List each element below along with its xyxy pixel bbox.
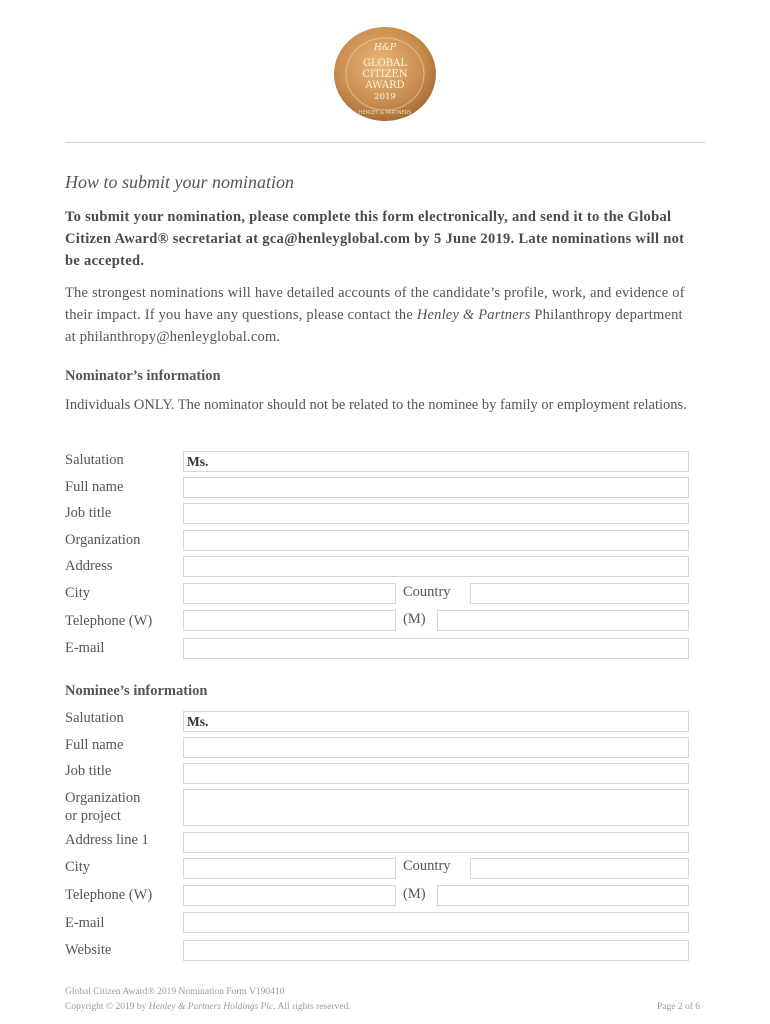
nominator-fullname-label: Full name xyxy=(65,479,124,495)
medal-line3: AWARD xyxy=(365,80,405,91)
nominator-organization-label: Organization xyxy=(65,532,141,548)
footer-copyright-suffix: . All rights reserved. xyxy=(273,1002,351,1012)
nominee-email-field[interactable] xyxy=(183,912,689,933)
nominee-organization-field[interactable] xyxy=(183,789,689,826)
nominator-mobile-field[interactable] xyxy=(437,610,689,631)
nominee-telephone-label: Telephone (W) xyxy=(65,887,153,903)
nominee-country-label: Country xyxy=(403,858,451,874)
nominator-email-label: E-mail xyxy=(65,640,105,656)
nominee-address-label: Address line 1 xyxy=(65,832,149,848)
nominee-salutation-value: Ms. xyxy=(187,714,209,729)
nominee-website-label: Website xyxy=(65,942,112,958)
nominator-telephone-label: Telephone (W) xyxy=(65,613,153,629)
nominator-salutation-label: Salutation xyxy=(65,452,124,468)
nominee-telephone-field[interactable] xyxy=(183,885,396,906)
nominator-organization-field[interactable] xyxy=(183,530,689,551)
medal-line2: CITIZEN xyxy=(362,69,408,80)
nominee-address-field[interactable] xyxy=(183,832,689,853)
nominator-email-field[interactable] xyxy=(183,638,689,659)
footer-copyright-company: Henley & Partners Holdings Plc xyxy=(148,1002,274,1012)
nominator-country-field[interactable] xyxy=(470,583,689,604)
nominator-section-title: Nominator’s information xyxy=(65,368,221,384)
submission-instructions: To submit your nomination, please complete this form electronically, and send it to the Global Citizen Award® secretariat at gca@henleyglobal.com by 5 June 2019. Late nominations will not be accepted. xyxy=(65,209,685,269)
nominee-fullname-label: Full name xyxy=(65,737,124,753)
divider-line xyxy=(65,142,705,143)
nominator-mobile-label: (M) xyxy=(403,611,426,627)
nomination-guidance xyxy=(65,282,695,348)
nominator-country-label: Country xyxy=(403,584,451,600)
nominator-jobtitle-field[interactable] xyxy=(183,503,689,524)
nominee-website-field[interactable] xyxy=(183,940,689,961)
footer-copyright xyxy=(65,1000,351,1015)
nominee-city-field[interactable] xyxy=(183,858,396,879)
nominator-salutation-field[interactable] xyxy=(183,451,689,472)
global-citizen-award-medal xyxy=(333,26,437,122)
nominator-city-field[interactable] xyxy=(183,583,396,604)
nominator-address-field[interactable] xyxy=(183,556,689,577)
nominee-mobile-label: (M) xyxy=(403,886,426,902)
nominee-email-label: E-mail xyxy=(65,915,105,931)
nominator-telephone-field[interactable] xyxy=(183,610,396,631)
nominator-city-label: City xyxy=(65,585,90,601)
nominee-organization-label xyxy=(65,789,140,825)
footer-copyright-prefix: Copyright © 2019 by xyxy=(65,1002,149,1012)
nominee-organization-label-line1: Organization xyxy=(65,790,141,806)
nominee-jobtitle-label: Job title xyxy=(65,763,112,779)
nominee-jobtitle-field[interactable] xyxy=(183,763,689,784)
nominee-city-label: City xyxy=(65,859,90,875)
nominator-jobtitle-label: Job title xyxy=(65,505,112,521)
nominee-salutation-field[interactable] xyxy=(183,711,689,732)
medal-line1: GLOBAL xyxy=(362,58,408,69)
nominee-country-field[interactable] xyxy=(470,858,689,879)
footer-form-version: Global Citizen Award® 2019 Nomination Form V190410 xyxy=(65,987,285,997)
guidance-text-1: The strongest nominations will have detailed accounts of the candidate’s profile, work, and evidence of their impact. If you have any questions, please contact the xyxy=(65,285,685,323)
guidance-text-2: Philanthropy department at philanthropy@henleyglobal.com. xyxy=(65,307,683,345)
page-footer xyxy=(65,985,351,1015)
nominee-fullname-field[interactable] xyxy=(183,737,689,758)
nominator-fullname-field[interactable] xyxy=(183,477,689,498)
page-number: Page 2 of 6 xyxy=(657,1002,701,1012)
medal-logo-text: H&P xyxy=(374,43,396,53)
nominee-mobile-field[interactable] xyxy=(437,885,689,906)
medal-ring-text: HENLEY & PARTNERS xyxy=(358,110,412,116)
nominator-note: Individuals ONLY. The nominator should not be related to the nominee by family or employment relations. xyxy=(65,397,687,413)
section-heading: How to submit your nomination xyxy=(65,172,295,192)
nominee-salutation-label: Salutation xyxy=(65,710,124,726)
guidance-company: Henley & Partners xyxy=(416,307,531,323)
nominator-address-label: Address xyxy=(65,558,113,574)
medal-year: 2019 xyxy=(374,92,396,102)
nominator-salutation-value: Ms. xyxy=(187,454,209,469)
nominee-section-title: Nominee’s information xyxy=(65,683,208,699)
nominee-organization-label-line2: or project xyxy=(65,808,121,824)
